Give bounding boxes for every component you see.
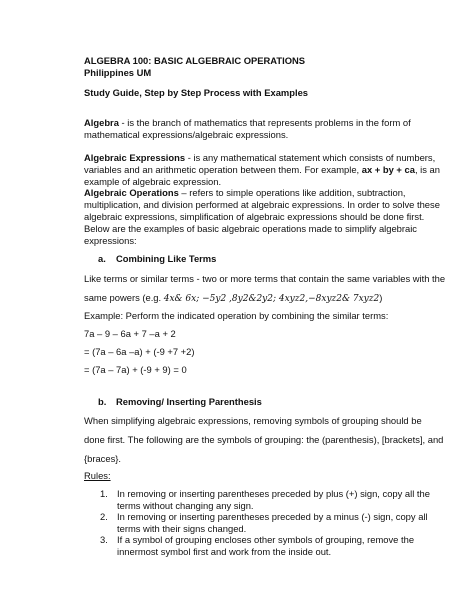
rules-label: Rules: — [84, 470, 111, 481]
rule-text: terms without changing any sign. — [117, 500, 254, 511]
grouping-text-2: done first. The following are the symbols of grouping: the (parenthesis), [brackets], and — [84, 434, 444, 445]
like-terms-text-1: Like terms or similar terms - two or more terms that contain the same variables with the — [84, 273, 446, 284]
like-terms-step-3: = (7a – 7a) + (-9 + 9) = 0 — [84, 364, 187, 375]
expressions-term: Algebraic Expressions — [84, 152, 186, 163]
study-guide-heading: Study Guide, Step by Step Process with Examples — [84, 87, 309, 98]
operations-definition-line-1: Algebraic Operations – refers to simple operations like addition, subtraction, — [84, 187, 406, 198]
like-terms-step-1: 7a – 9 – 6a + 7 –a + 2 — [84, 328, 176, 339]
page-subtitle: Philippines UM — [84, 67, 152, 78]
algebra-definition-line-2: mathematical expressions/algebraic expressions. — [84, 129, 289, 140]
like-terms-text-2: same powers (e.g. 4x& 6x; −5y2 ,8y2&2y2; 4xyz2,−8xyz2& 7xyz2) — [84, 292, 383, 304]
algebra-definition-line-1: Algebra - is the branch of mathematics that represents problems in the form of — [84, 117, 411, 128]
page-title: ALGEBRA 100: BASIC ALGEBRAIC OPERATIONS — [84, 55, 306, 66]
section-b-letter: b. — [98, 396, 107, 407]
like-terms-example-prompt: Example: Perform the indicated operation by combining the similar terms: — [84, 310, 389, 321]
rule-number: 3. — [100, 534, 108, 545]
like-terms-math-examples: 4x& 6x; −5y2 ,8y2&2y2; 4xyz2,−8xyz2& 7xyz2 — [163, 294, 380, 304]
grouping-text-3: {braces}. — [84, 453, 122, 464]
rule-text: In removing or inserting parentheses preceded by a minus (-) sign, copy all — [117, 511, 428, 522]
rule-number: 2. — [100, 511, 108, 522]
grouping-text-1: When simplifying algebraic expressions, removing symbols of grouping should be — [84, 415, 422, 426]
rule-text: In removing or inserting parentheses preceded by plus (+) sign, copy all the — [117, 488, 430, 499]
section-a-heading: Combining Like Terms — [116, 253, 217, 264]
algebra-term: Algebra — [84, 117, 119, 128]
like-terms-step-2: = (7a – 6a –a) + (-9 +7 +2) — [84, 346, 195, 357]
operations-definition-line-4: Below are the examples of basic algebraic operations made to simplify algebraic — [84, 223, 417, 234]
rule-number: 1. — [100, 488, 108, 499]
expression-example: ax + by + ca — [361, 164, 415, 175]
rule-text: terms with their signs changed. — [117, 523, 247, 534]
section-b-heading: Removing/ Inserting Parenthesis — [116, 396, 262, 407]
rule-text: If a symbol of grouping encloses other symbols of grouping, remove the — [117, 534, 415, 545]
operations-definition-line-2: multiplication, and division performed at algebraic expressions. In order to solve these — [84, 199, 440, 210]
operations-definition-line-3: algebraic expressions, simplification of algebraic expressions should be done first. — [84, 211, 425, 222]
operations-definition-line-5: expressions: — [84, 235, 137, 246]
operations-term: Algebraic Operations — [84, 187, 179, 198]
rule-text: innermost symbol first and work from the inside out. — [117, 546, 332, 557]
expressions-definition-line-1: Algebraic Expressions - is any mathematical statement which consists of numbers, — [84, 152, 436, 163]
section-a-letter: a. — [98, 253, 106, 264]
expressions-definition-line-3: example of algebraic expression. — [84, 176, 222, 187]
expressions-definition-line-2: variables and an arithmetic operation between them. For example, ax + by + ca, is an — [84, 164, 440, 175]
